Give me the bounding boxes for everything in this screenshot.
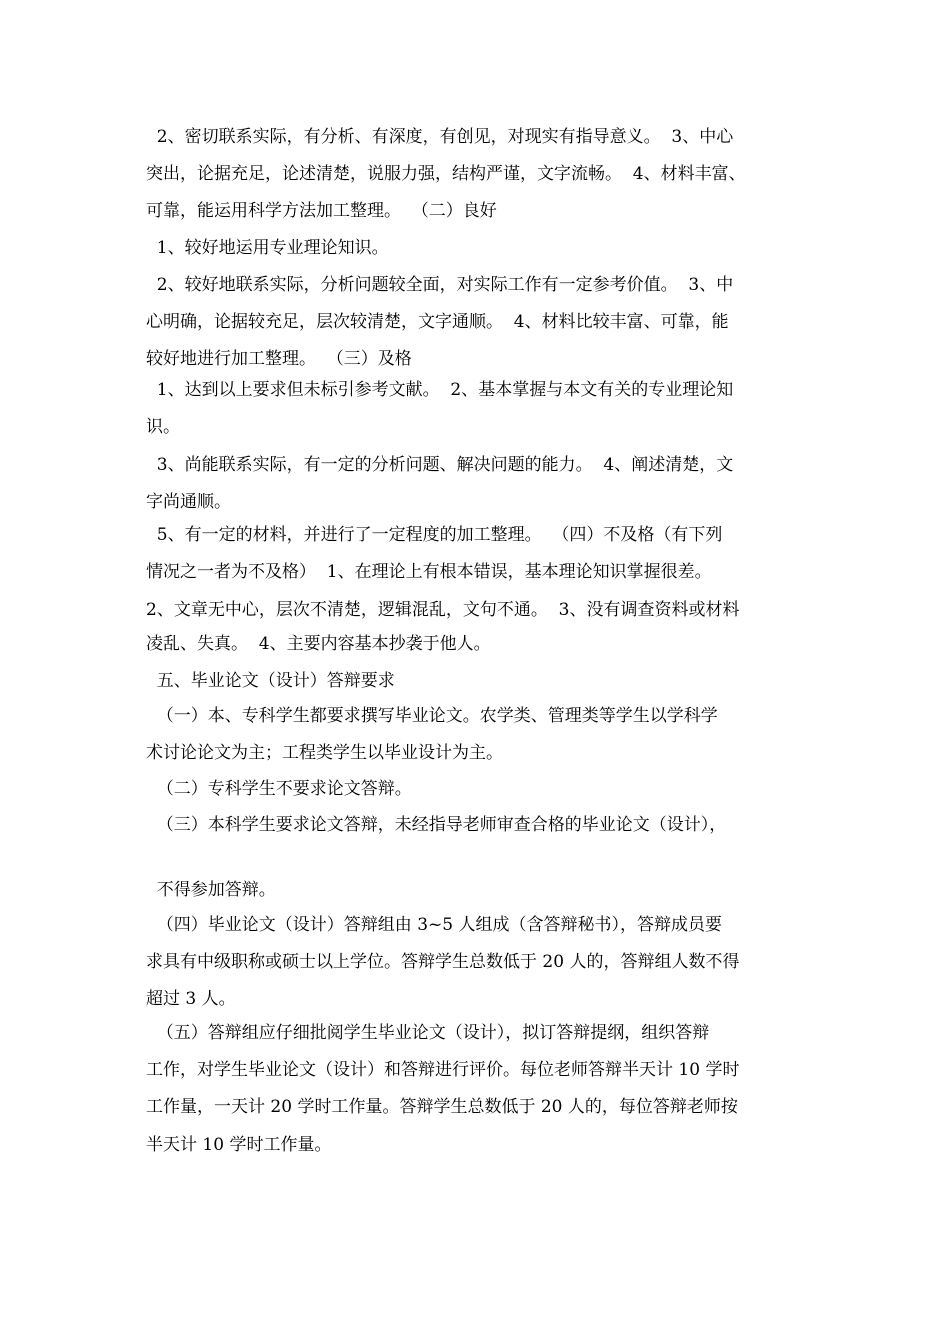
- paragraph-1-line-0: 1、较好地运用专业理论知识。: [146, 238, 389, 258]
- paragraph-13-line-1: 工作，对学生毕业论文（设计）和答辩进行评价。每位老师答辩半天计 10 学时: [146, 1060, 740, 1080]
- paragraph-13-line-2: 工作量，一天计 20 学时工作量。答辩学生总数低于 20 人的，每位答辩老师按: [146, 1097, 738, 1117]
- paragraph-13-line-3: 半天计 10 学时工作量。: [146, 1135, 332, 1155]
- paragraph-12-line-2: 超过 3 人。: [146, 989, 236, 1009]
- paragraph-5-line-1: 情况之一者为不及格） 1、在理论上有根本错误，基本理论知识掌握很差。: [146, 562, 712, 582]
- paragraph-10-line-0: （三）本科学生要求论文答辩，未经指导老师审查合格的毕业论文（设计），: [146, 815, 727, 835]
- paragraph-4-line-0: 3、尚能联系实际，有一定的分析问题、解决问题的能力。 4、阐述清楚，文: [146, 455, 734, 475]
- paragraph-12-line-0: （四）毕业论文（设计）答辩组由 3~5 人组成（含答辩秘书），答辩成员要: [146, 915, 722, 935]
- paragraph-0-line-0: 2、密切联系实际，有分析、有深度，有创见，对现实有指导意义。 3、中心: [146, 127, 734, 147]
- paragraph-6-line-0: 2、文章无中心，层次不清楚，逻辑混乱，文句不通。 3、没有调查资料或材料: [146, 600, 740, 620]
- paragraph-13-line-0: （五）答辩组应仔细批阅学生毕业论文（设计），拟订答辩提纲，组织答辩: [146, 1023, 710, 1043]
- paragraph-4-line-1: 字尚通顺。: [146, 492, 231, 512]
- paragraph-3-line-1: 识。: [146, 417, 180, 437]
- paragraph-7-line-0: 五、毕业论文（设计）答辩要求: [146, 671, 395, 691]
- paragraph-2-line-2: 较好地进行加工整理。 （三）及格: [146, 349, 412, 369]
- paragraph-9-line-0: （二）专科学生不要求论文答辩。: [146, 779, 412, 799]
- paragraph-12-line-1: 求具有中级职称或硕士以上学位。答辩学生总数低于 20 人的，答辩组人数不得: [146, 952, 740, 972]
- paragraph-5-line-0: 5、有一定的材料，并进行了一定程度的加工整理。 （四）不及格（有下列: [146, 525, 723, 545]
- paragraph-0-line-2: 可靠，能运用科学方法加工整理。 （二）良好: [146, 201, 497, 221]
- paragraph-3-line-0: 1、达到以上要求但未标引参考文献。 2、基本掌握与本文有关的专业理论知: [146, 380, 734, 400]
- paragraph-2-line-0: 2、较好地联系实际，分析问题较全面，对实际工作有一定参考价值。 3、中: [146, 275, 734, 295]
- paragraph-11-line-0: 不得参加答辩。: [146, 880, 276, 900]
- paragraph-8-line-0: （一）本、专科学生都要求撰写毕业论文。农学类、管理类等学生以学科学: [146, 706, 718, 726]
- paragraph-8-line-1: 术讨论论文为主；工程类学生以毕业设计为主。: [146, 743, 503, 763]
- paragraph-2-line-1: 心明确，论据较充足，层次较清楚，文字通顺。 4、材料比较丰富、可靠，能: [146, 312, 729, 332]
- paragraph-0-line-1: 突出，论据充足，论述清楚，说服力强，结构严谨，文字流畅。 4、材料丰富、: [146, 164, 746, 184]
- paragraph-6-line-1: 凌乱、失真。 4、主要内容基本抄袭于他人。: [146, 634, 491, 654]
